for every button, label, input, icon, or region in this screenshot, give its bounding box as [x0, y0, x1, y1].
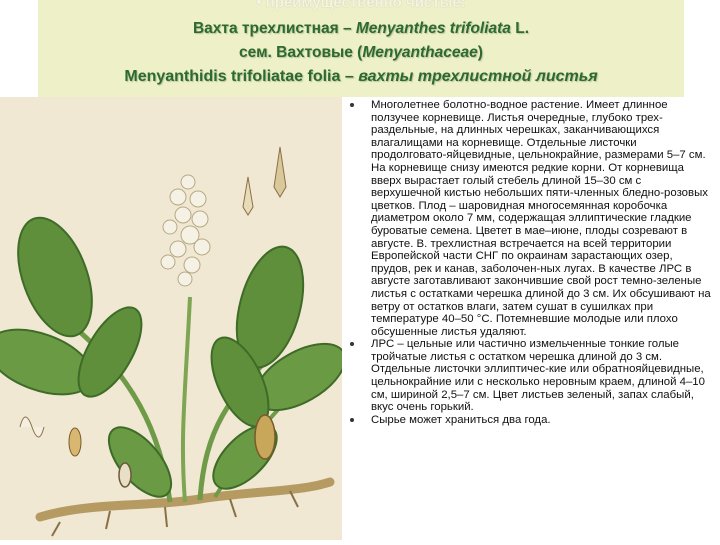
bullet-icon — [350, 342, 354, 346]
slide-header — [38, 0, 684, 97]
description-list — [350, 95, 714, 426]
title-species-prefix: Вахта трехлистная – — [192, 20, 356, 37]
title-species-latin: Menyanthes trifoliata — [355, 20, 511, 37]
title-raw-material-sep: – — [340, 68, 359, 85]
list-item — [350, 338, 714, 414]
title-family — [38, 44, 684, 62]
title-raw-material-latin: Menyanthidis trifoliatae folia — [124, 68, 341, 85]
title-species — [38, 20, 684, 38]
title-species-suffix: L. — [510, 20, 530, 37]
bullet-text: ЛРС – цельные или частично измельченные тонкие голые тройчатые листья с остатком черешка длиной до 3 см. Отдельные листочки эллиптичес-кие или обратнояйцевидные, цельнокрайние или с несколько неровным краем, длиной 4–10 см, шириной 2,5–7 см. Цвет листьев зеленый, запах слабый, вкус очень горький. — [371, 338, 705, 414]
bullet-text: Сырье может храниться два года. — [371, 413, 551, 426]
top-line: • преимущественно чистые: — [256, 0, 466, 11]
bullet-icon — [350, 103, 354, 107]
title-family-suffix: ) — [477, 44, 483, 61]
list-item — [350, 99, 714, 338]
botanical-illustration — [0, 97, 342, 540]
title-family-prefix: сем. Вахтовые ( — [239, 44, 363, 61]
bullet-text: Многолетнее болотно-водное растение. Имеет длинное ползучее корневище. Листья очередные, глубоко трех-раздельные, на длинных черешках, заканчивающихся влагалищами на корневище. Отдельные листочки продолговато-яйцевидные, цельнокрайние, размерами 5–7 см. На корневище снизу имеются редкие корни. От корневища вверх вырастает голый стебель длиной 15–30 см с верхушечной кистью небольших пяти-членных бледно-розовых цветков. Плод – шаровидная многосемянная коробочка диаметром около 7 мм, содержащая эллиптические гладкие буроватые семена. Цветет в мае–июне, плоды созревают в августе. В. трехлистная встречается на всей территории Европейской части СНГ по окраинам зарастающих озер, прудов, рек и канав, заболочен-ных лугах. В качестве ЛРС в августе заготавливают закончившие свой рост темно-зеленые листья с остатками черешка длиной до 3 см. Их обсушивают на ветру от остатков влаги, затем сушат в сушилках при температуре 40–50 °С. Потемневшие молодые или плохо обсушенные листья удаляют. — [371, 99, 711, 338]
title-raw-material — [2, 68, 720, 86]
title-family-latin: Menyanthaceae — [362, 44, 478, 61]
bullet-icon — [350, 418, 354, 422]
list-item — [350, 414, 714, 427]
menyanthes-plant-icon — [0, 97, 342, 540]
title-raw-material-ru: вахты трехлистной листья — [358, 68, 598, 85]
